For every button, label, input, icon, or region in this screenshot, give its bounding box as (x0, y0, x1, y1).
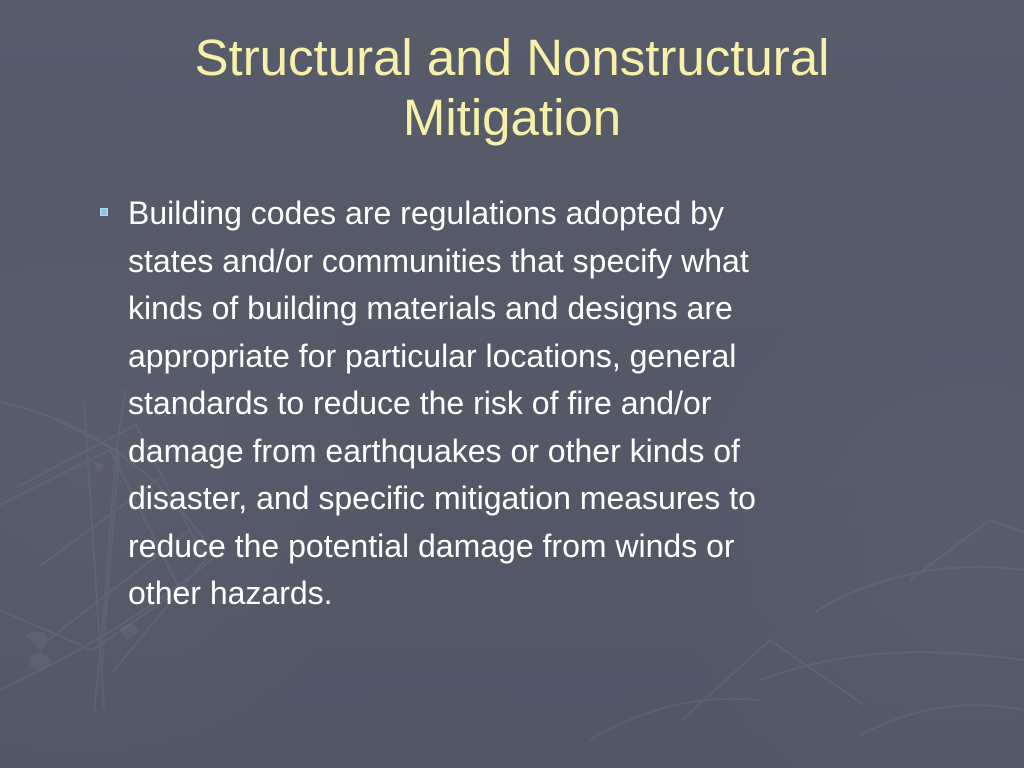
slide-body (95, 190, 935, 620)
slide-title-line: Mitigation (402, 89, 622, 146)
square-bullet-icon (100, 208, 108, 216)
slide-title-line: Structural and Nonstructural (194, 29, 830, 86)
bullet-line: kinds of building materials and designs are (128, 290, 733, 326)
bullet-paragraph (128, 190, 928, 618)
bullet-line: damage from earthquakes or other kinds of (128, 432, 740, 469)
bullet-line: states and/or communities that specify what (128, 242, 749, 279)
slide-title (0, 28, 1024, 148)
bullet-line: reduce the potential damage from winds or (128, 527, 735, 564)
bullet-line: disaster, and specific mitigation measures to (128, 480, 756, 516)
bullet-line: standards to reduce the risk of fire and/or (128, 385, 712, 421)
bullet-line: other hazards. (128, 575, 333, 611)
bullet-line: appropriate for particular locations, general (128, 337, 737, 374)
bullet-line: Building codes are regulations adopted by (128, 195, 724, 231)
